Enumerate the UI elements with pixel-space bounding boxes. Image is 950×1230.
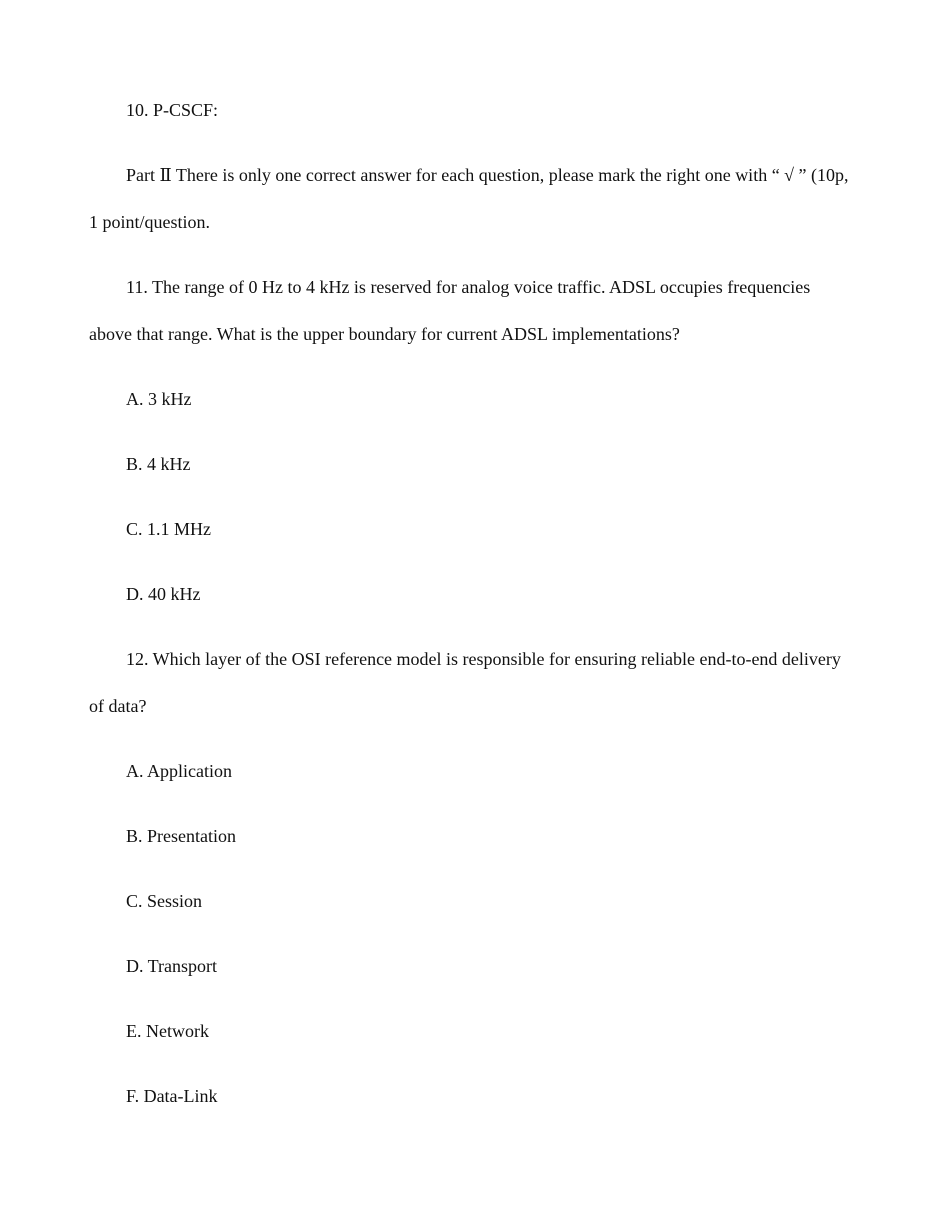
question-12: 12. Which layer of the OSI reference model is responsible for ensuring reliable end-to-end delivery of data?: [89, 649, 841, 716]
q11-option-c: C. 1.1 MHz: [126, 519, 211, 539]
spacer: [89, 358, 849, 376]
q11-option-d: D. 40 kHz: [126, 584, 201, 604]
document-page: [89, 87, 849, 1120]
q11-option-b: B. 4 kHz: [126, 454, 191, 474]
question-11: 11. The range of 0 Hz to 4 kHz is reserved for analog voice traffic. ADSL occupies frequencies above that range. What is the upper boundary for current ADSL implementations?: [89, 277, 811, 344]
q12-option-f: F. Data-Link: [126, 1086, 218, 1106]
question-11-options: [89, 376, 849, 618]
spacer: [89, 618, 849, 636]
q12-option-d: D. Transport: [126, 956, 218, 976]
spacer: [89, 246, 849, 264]
spacer: [89, 730, 849, 748]
part-2-instructions: Part Ⅱ There is only one correct answer for each question, please mark the right one with “ √ ” (10p, 1 point/question.: [89, 165, 849, 232]
q12-option-a: A. Application: [126, 761, 232, 781]
q12-option-e: E. Network: [126, 1021, 209, 1041]
q12-option-b: B. Presentation: [126, 826, 236, 846]
question-12-options: [89, 748, 849, 1120]
q12-option-c: C. Session: [126, 891, 203, 911]
spacer: [89, 134, 849, 152]
question-10: 10. P-CSCF:: [126, 100, 219, 120]
q11-option-a: A. 3 kHz: [126, 389, 192, 409]
